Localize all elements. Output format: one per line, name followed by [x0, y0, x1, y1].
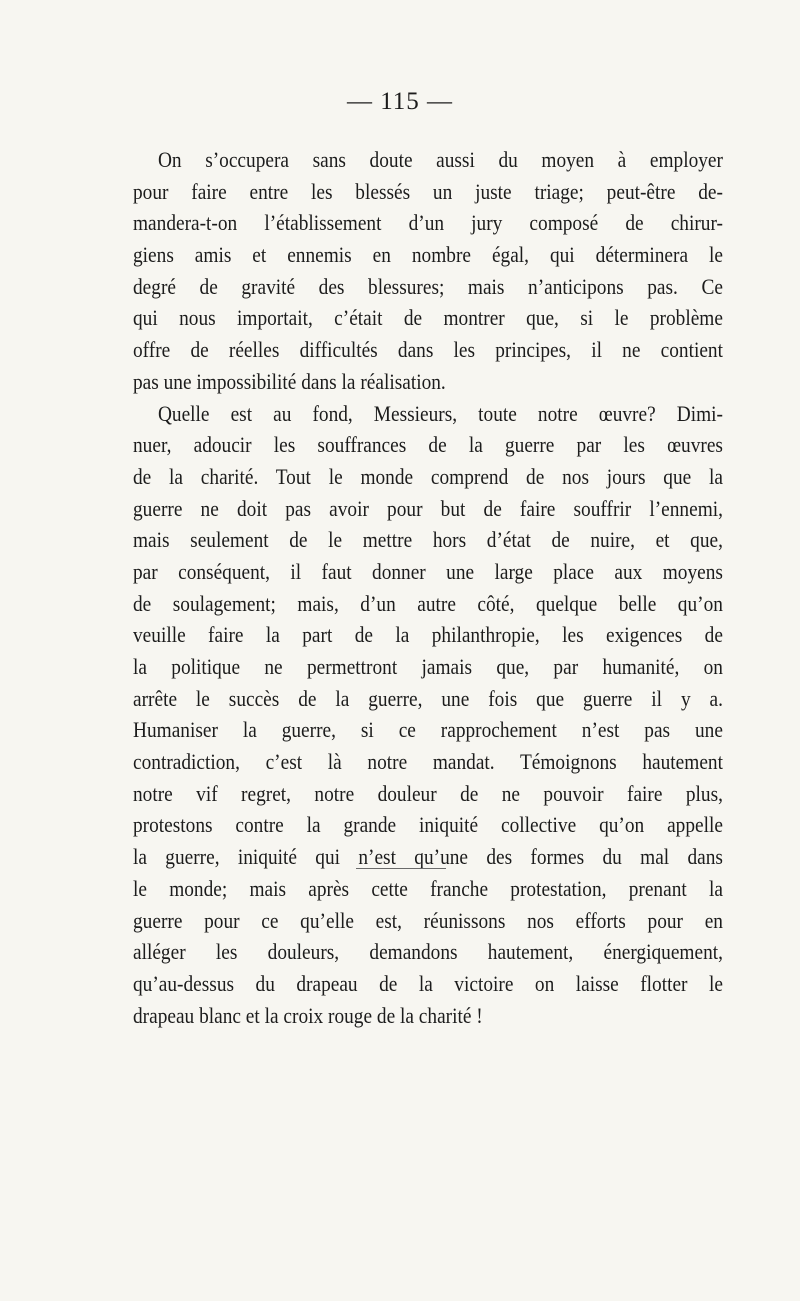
text-line: On s’occupera sans doute aussi du moyen à employer	[157, 147, 723, 172]
text-line: le monde; mais après cette franche protestation, prenant la	[133, 875, 723, 901]
text-line: qui nous importait, c’était de montrer que, si le problème	[133, 305, 723, 331]
text-line: pour faire entre les blessés un juste triage; peut-être de-	[133, 178, 723, 204]
text-line: contradiction, c’est là notre mandat. Témoignons hautement	[133, 749, 723, 775]
text-line: drapeau blanc et la croix rouge de la charité !	[133, 1002, 483, 1028]
body-text	[133, 144, 723, 1031]
text-line: la politique ne permettront jamais que, par humanité, on	[133, 654, 723, 679]
text-line: par conséquent, il faut donner une large place aux moyens	[133, 558, 723, 584]
text-line: nuer, adoucir les souffrances de la guerre par les œuvres	[133, 432, 723, 458]
text-line: notre vif regret, notre douleur de ne pouvoir faire plus,	[133, 780, 723, 806]
text-line: degré de gravité des blessures; mais n’anticipons pas. Ce	[133, 273, 723, 299]
text-line: alléger les douleurs, demandons hautement, énergiquement,	[133, 939, 723, 965]
section-divider	[356, 868, 446, 869]
text-line: la guerre, iniquité qui n’est qu’une des formes du mal dans	[133, 844, 723, 870]
text-line: offre de réelles difficultés dans les principes, il ne contient	[133, 337, 723, 363]
text-line: de la charité. Tout le monde comprend de nos jours que la	[133, 463, 723, 489]
text-line: mais seulement de le mettre hors d’état de nuire, et que,	[133, 527, 723, 553]
text-line: giens amis et ennemis en nombre égal, qui déterminera le	[133, 242, 723, 268]
text-line: pas une impossibilité dans la réalisation.	[133, 368, 446, 394]
text-line: Quelle est au fond, Messieurs, toute notre œuvre? Dimi-	[157, 400, 723, 426]
page-number: — 115 —	[346, 88, 454, 115]
text-line: de soulagement; mais, d’un autre côté, quelque belle qu’on	[133, 590, 723, 616]
text-line: protestons contre la grande iniquité collective qu’on appelle	[133, 812, 723, 838]
text-line: veuille faire la part de la philanthropie, les exigences de	[133, 622, 723, 648]
text-line: Humaniser la guerre, si ce rapprochement n’est pas une	[133, 717, 723, 743]
text-line: arrête le succès de la guerre, une fois que guerre il y a.	[133, 685, 723, 711]
text-line: mandera-t-on l’établissement d’un jury composé de chirur-	[133, 210, 723, 236]
text-line: qu’au-dessus du drapeau de la victoire on laisse flotter le	[133, 970, 723, 996]
text-line: guerre ne doit pas avoir pour but de faire souffrir l’ennemi,	[133, 495, 723, 521]
text-line: guerre pour ce qu’elle est, réunissons nos efforts pour en	[133, 907, 723, 933]
